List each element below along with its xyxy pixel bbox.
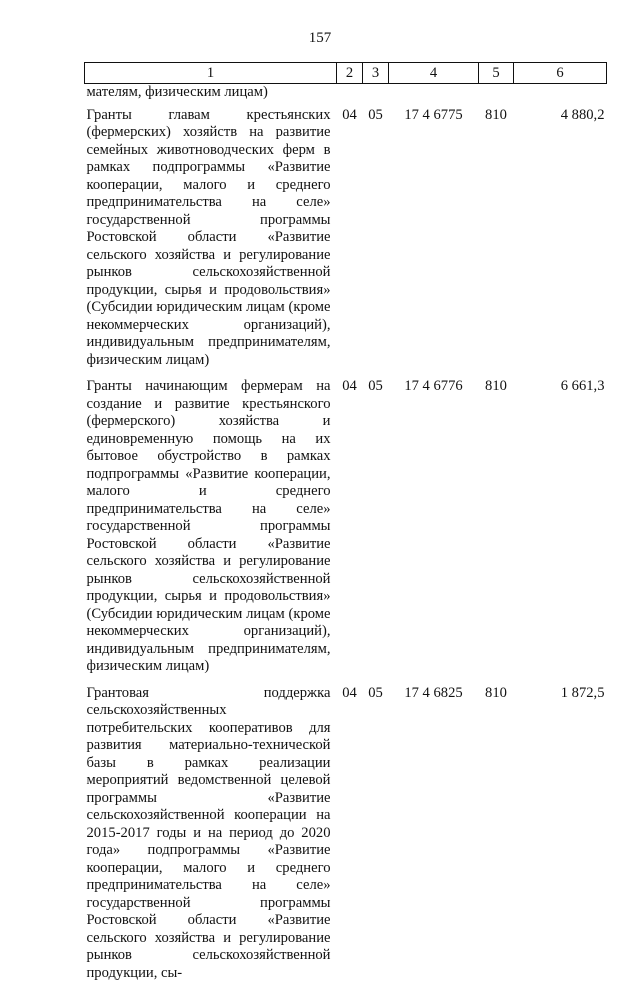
table-body [85, 84, 607, 986]
row-target-code: 17 4 6776 [389, 373, 479, 680]
row-amount: 4 880,2 [514, 102, 607, 374]
header-col-4: 4 [389, 63, 479, 84]
table-row [85, 373, 607, 680]
row-description: Гранты главам крестьянских (фермерских) хозяйств на развитие семейных животноводческих ферм в рамках подпрограммы «Развитие кооперации, малого и среднего предпринимательства на селе» государственной программы Ростовской области «Развитие сельского хозяйства и регулирование рынков сельскохозяйственной продукции, сырья и продовольствия» (Субсидии юридическим лицам (кроме некоммерческих организаций), индивидуальным предпринимателям, физическим лицам) [85, 102, 337, 374]
header-col-5: 5 [479, 63, 514, 84]
header-row [85, 63, 607, 84]
row-amount: 1 872,5 [514, 680, 607, 986]
row-amount: 6 661,3 [514, 373, 607, 680]
table-row [85, 680, 607, 986]
row-subsection: 05 [363, 102, 389, 374]
row-description: Грантовая поддержка сельскохозяйственных потребительских кооперативов для развития материально-технической базы в рамках реализации мероприятий ведомственной целевой программы «Развитие сельскохозяйственной кооперации на 2015-2017 годы и на период до 2020 года» подпрограммы «Развитие кооперации, малого и среднего предпринимательства на селе» государственной программы Ростовской области «Развитие сельского хозяйства и регулирование рынков сельскохозяйственной продукции, сы- [85, 680, 337, 986]
budget-table [84, 62, 607, 986]
row-section: 04 [337, 373, 363, 680]
row-expense-type: 810 [479, 102, 514, 374]
row-target-code: 17 4 6825 [389, 680, 479, 986]
header-col-6: 6 [514, 63, 607, 84]
page-number: 157 [0, 30, 640, 47]
row-subsection: 05 [363, 680, 389, 986]
row-expense-type: 810 [479, 373, 514, 680]
row-section: 04 [337, 680, 363, 986]
table-row [85, 102, 607, 374]
header-col-3: 3 [363, 63, 389, 84]
header-col-1: 1 [85, 63, 337, 84]
continuation-row [85, 84, 607, 102]
row-expense-type: 810 [479, 680, 514, 986]
row-description: Гранты начинающим фермерам на создание и развитие крестьянского (фермерского) хозяйства и единовременную помощь на их бытовое обустройство в рамках подпрограммы «Развитие кооперации, малого и среднего предпринимательства на селе» государственной программы Ростовской области «Развитие сельского хозяйства и регулирование рынков сельскохозяйственной продукции, сырья и продовольствия» (Субсидии юридическим лицам (кроме некоммерческих организаций), индивидуальным предпринимателям, физическим лицам) [85, 373, 337, 680]
row-target-code: 17 4 6775 [389, 102, 479, 374]
table-header [85, 63, 607, 84]
continuation-text: мателям, физическим лицам) [85, 84, 337, 102]
row-section: 04 [337, 102, 363, 374]
header-col-2: 2 [337, 63, 363, 84]
row-subsection: 05 [363, 373, 389, 680]
